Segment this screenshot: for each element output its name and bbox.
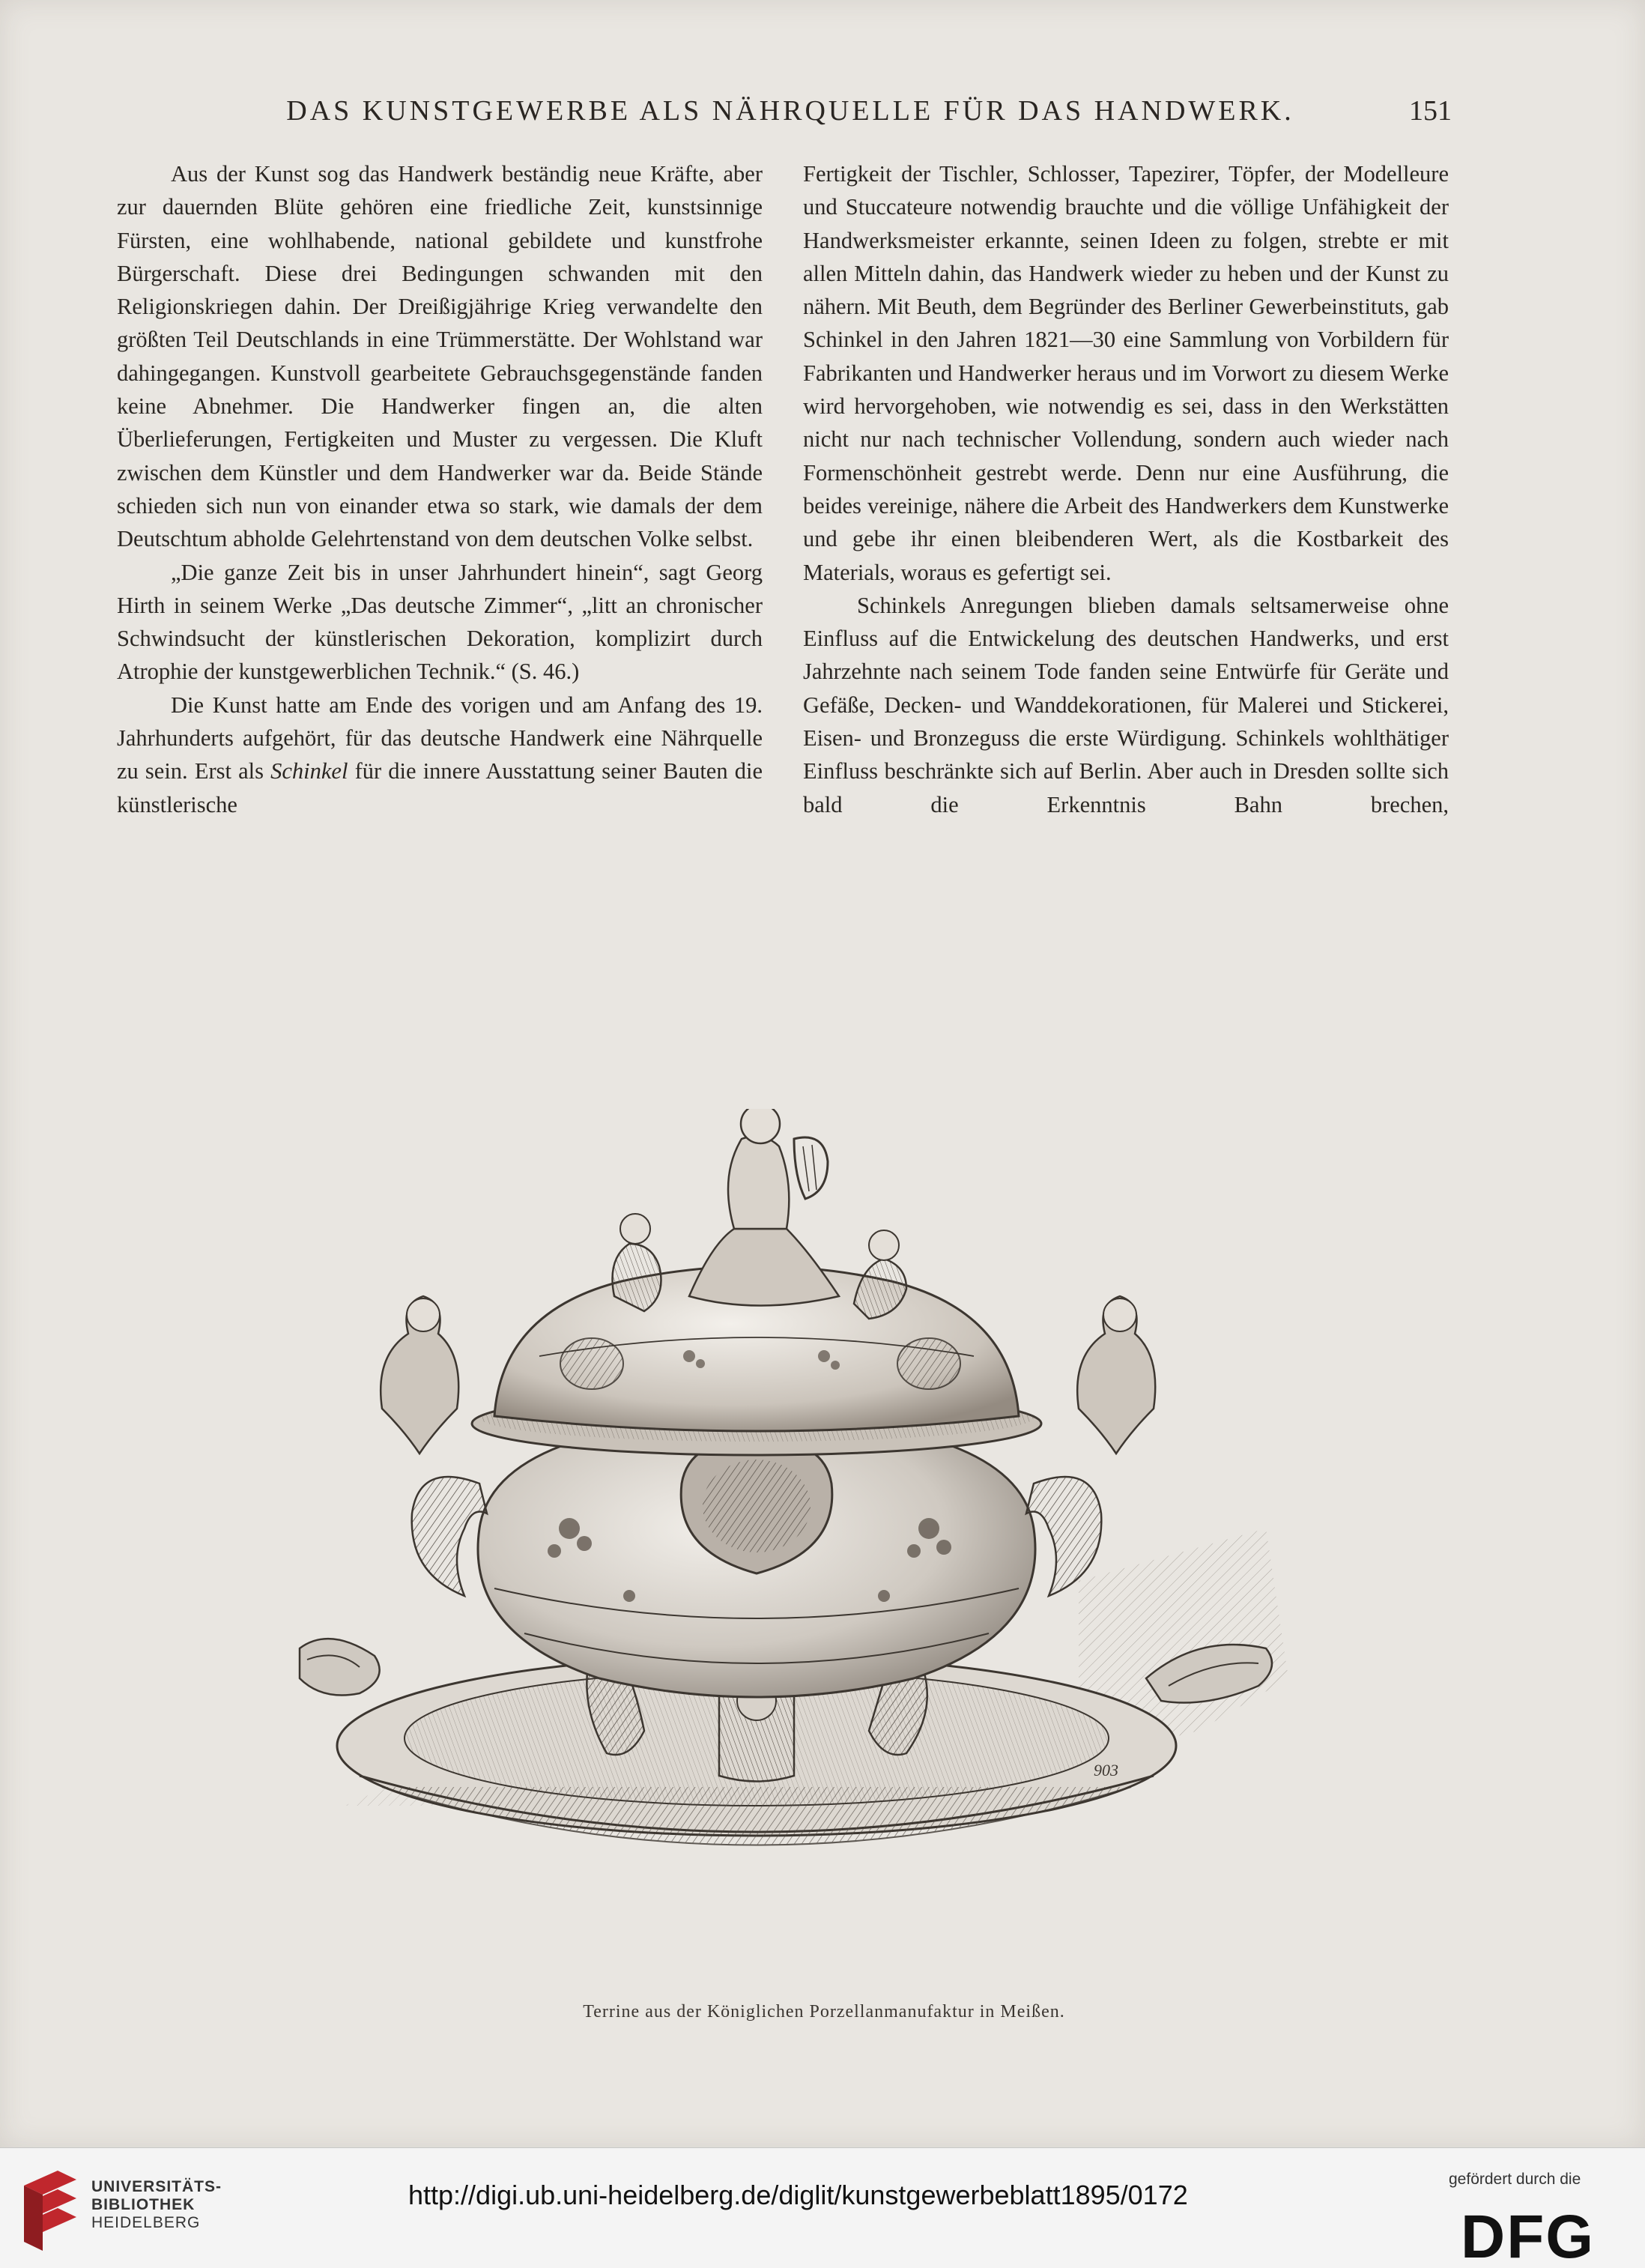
text-column-right: [803, 157, 1449, 821]
university-library-name: [91, 2178, 222, 2232]
tureen-illustration: [270, 1109, 1303, 1971]
paragraph: Schinkels Anregungen blieben damals seltsamerweise ohne Einfluss auf die Entwickelung des deutschen Handwerks, und erst Jahrzehnte nach seinem Tode fanden seine Entwürfe für Geräte und Gefäße, Decken- und Wanddekorationen, für Malerei und Stickerei, Eisen- und Bronzeguss die erste Würdigung. Schinkels wohlthätiger Einfluss beschränkte sich auf Berlin. Aber auch in Dresden sollte sich bald die Erkenntnis Bahn brechen,: [803, 592, 1449, 817]
italic-name: Schinkel: [270, 758, 348, 784]
tureen-engraving: [270, 1109, 1303, 1971]
text-column-left: [117, 157, 763, 821]
page-number: 151: [1409, 95, 1452, 127]
text-run: für die innere Ausstattung seiner Bauten die künstlerische: [117, 758, 763, 817]
library-name-line: UNIVERSITÄTS-: [91, 2178, 222, 2195]
dfg-logo: DFG: [1461, 2203, 1596, 2268]
library-name-line: HEIDELBERG: [91, 2214, 201, 2231]
digitization-footer: [0, 2147, 1645, 2268]
university-library-logo-icon: [16, 2163, 84, 2253]
paragraph: „Die ganze Zeit bis in unser Jahrhundert hinein“, sagt Georg Hirth in seinem Werke „Das deutsche Zimmer“, „litt an chronischer Schwindsucht der künstlerischen Dekoration, komplizirt durch Atrophie der kunstgewerblichen Technik.“ (S. 46.): [117, 559, 763, 685]
paragraph: [117, 689, 763, 821]
permalink-url[interactable]: http://digi.ub.uni-heidelberg.de/diglit/kunstgewerbeblatt1895/0172: [408, 2180, 1188, 2210]
paragraph: Aus der Kunst sog das Handwerk beständig neue Kräfte, aber zur dauernden Blüte gehören eine friedliche Zeit, kunstsinnige Fürsten, eine wohlhabende, national gebildete und kunstfrohe Bürgerschaft. Diese drei Bedingungen schwanden mit den Religionskriegen dahin. Der Dreißigjährige Krieg verwandelte den größten Teil Deutschlands in eine Trümmerstätte. Der Wohlstand war dahingegangen. Kunstvoll gearbeitete Gebrauchsgegenstände fanden keine Abnehmer. Die Handwerker fingen an, die alten Überlieferungen, Fertigkeiten und Muster zu vergessen. Die Kluft zwischen dem Künstler und dem Handwerker war da. Beide Stände schieden sich nun von einander etwa so stark, wie damals der dem Deutschtum abholde Gelehrtenstand von dem deutschen Volke selbst.: [117, 161, 763, 552]
paragraph: Fertigkeit der Tischler, Schlosser, Tapezirer, Töpfer, der Modelleure und Stuccateure notwendig brauchte und die völlige Unfähigkeit der Handwerksmeister erkannte, seinen Ideen zu folgen, strebte er mit allen Mitteln dahin, das Handwerk wieder zu heben und der Kunst zu nähern. Mit Beuth, dem Begründer des Berliner Gewerbeinstituts, gab Schinkel in den Jahren 1821—30 eine Sammlung von Vorbildern für Fabrikanten und Handwerker heraus und im Vorwort zu diesem Werke wird hervorgehoben, wie notwendig es sei, dass in den Werkstätten nicht nur nach technischer Vollendung, sondern auch wieder nach Formenschönheit gestrebt werde. Denn nur eine Ausführung, die beides vereinige, nähere die Arbeit des Handwerkers dem Kunstwerke und gebe ihr einen bleibenderen Wert, als die Kostbarkeit des Materials, woraus es gefertigt sei.: [803, 161, 1449, 585]
library-name-line: BIBLIOTHEK: [91, 2196, 196, 2213]
funded-by-label: gefördert durch die: [1449, 2171, 1581, 2188]
figure-caption: Terrine aus der Königlichen Porzellanmanufaktur in Meißen.: [583, 2002, 1065, 2021]
text-run: Die Kunst hatte am Ende des vorigen und am Anfang des 19. Jahrhunderts aufgehört, für das deutsche Handwerk eine Nährquelle zu sein. Erst als: [117, 692, 763, 784]
engraver-mark: 903: [1094, 1761, 1118, 1779]
running-title: DAS KUNSTGEWERBE ALS NÄHRQUELLE FÜR DAS HANDWERK.: [286, 95, 1294, 127]
